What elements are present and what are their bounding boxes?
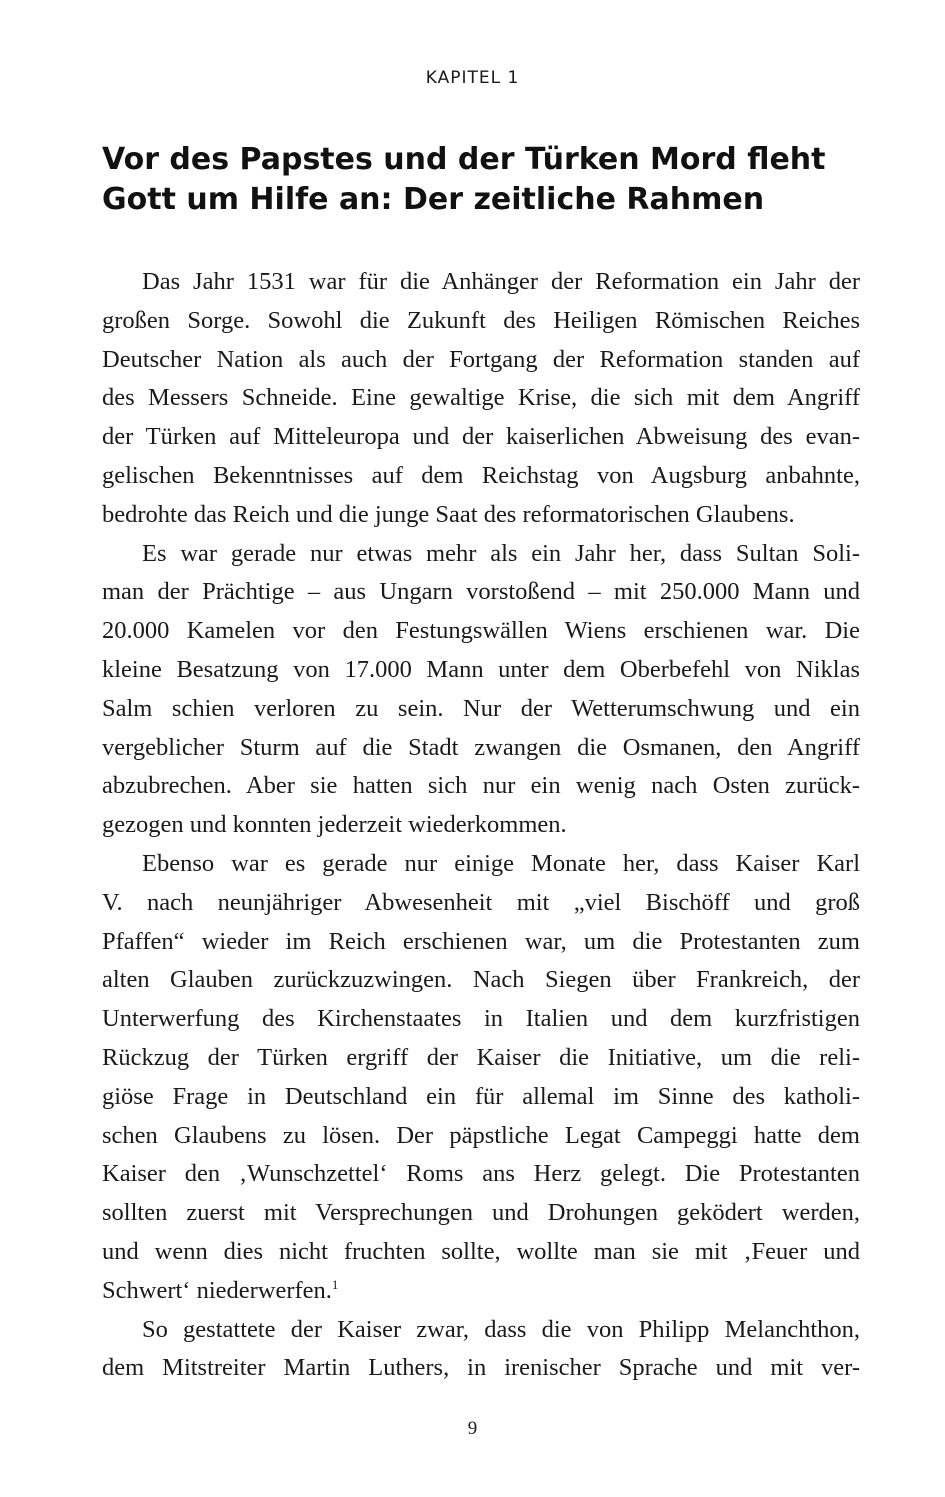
text-line: Rückzug der Türken ergriff der Kaiser die Initiative, um die reli- (102, 1043, 860, 1071)
text-line: V. nach neunjähriger Abwesenheit mit „viel Bischöff und groß (102, 888, 860, 916)
text-line: schen Glaubens zu lösen. Der päpstliche Legat Campeggi hatte dem (102, 1121, 860, 1149)
text-line: Unterwerfung des Kirchenstaates in Italien und dem kurzfristigen (102, 1005, 860, 1033)
text-line: gelischen Bekenntnisses auf dem Reichstag von Augsburg anbahnte, (102, 461, 860, 489)
text-line: alten Glauben zurückzuzwingen. Nach Siegen über Frankreich, der (102, 966, 860, 994)
text-line: sollten zuerst mit Versprechungen und Drohungen geködert werden, (102, 1199, 860, 1227)
text-line: gezogen und konnten jederzeit wiederkommen. (102, 811, 567, 839)
text-line: Ebenso war es gerade nur einige Monate her, dass Kaiser Karl (142, 849, 860, 877)
text-line: giöse Frage in Deutschland ein für allemal im Sinne des katholi- (102, 1082, 860, 1110)
text-line-with-footnote (102, 1272, 860, 1311)
text-line: 20.000 Kamelen vor den Festungswällen Wiens erschienen war. Die (102, 617, 860, 645)
chapter-title-line: Vor des Papstes und der Türken Mord fleht (102, 142, 826, 177)
text-line: bedrohte das Reich und die junge Saat des reformatorischen Glaubens. (102, 500, 795, 528)
page-number: 9 (467, 1418, 478, 1439)
text-line: Das Jahr 1531 war für die Anhänger der Reformation ein Jahr der (142, 268, 860, 295)
text-line: Es war gerade nur etwas mehr als ein Jahr her, dass Sultan Soli- (142, 539, 860, 567)
text-line: Pfaffen“ wieder im Reich erschienen war, um die Protestanten zum (102, 927, 860, 955)
text-line: großen Sorge. Sowohl die Zukunft des Heiligen Römischen Reiches (102, 306, 860, 334)
text-line: So gestattete der Kaiser zwar, dass die von Philipp Melanchthon, (142, 1315, 860, 1343)
text-line: man der Prächtige – aus Ungarn vorstoßend – mit 250.000 Mann und (102, 578, 860, 606)
text-line: Kaiser den ‚Wunschzettel‘ Roms ans Herz gelegt. Die Protestanten (102, 1160, 860, 1188)
text-line: dem Mitstreiter Martin Luthers, in irenischer Sprache und mit ver- (102, 1354, 860, 1382)
body-text (102, 263, 860, 1388)
text-line: Salm schien verloren zu sein. Nur der Wetterumschwung und ein (102, 694, 860, 722)
text-line: kleine Besatzung von 17.000 Mann unter dem Oberbefehl von Niklas (102, 655, 860, 683)
text-line: des Messers Schneide. Eine gewaltige Krise, die sich mit dem Angriff (102, 384, 860, 412)
text-line: und wenn dies nicht fruchten sollte, wollte man sie mit ‚Feuer und (102, 1237, 860, 1265)
text-line: vergeblicher Sturm auf die Stadt zwangen die Osmanen, den Angriff (102, 733, 860, 761)
text-line: Schwert‘ niederwerfen. (102, 1276, 332, 1304)
chapter-title (102, 140, 862, 220)
chapter-title-line: Gott um Hilfe an: Der zeitliche Rahmen (102, 182, 765, 217)
text-line: abzubrechen. Aber sie hatten sich nur ein wenig nach Osten zurück- (102, 772, 860, 800)
text-line: der Türken auf Mitteleuropa und der kaiserlichen Abweisung des evan- (102, 423, 860, 451)
footnote-marker[interactable]: 1 (331, 1276, 339, 1292)
text-line: Deutscher Nation als auch der Fortgang der Reformation standen auf (102, 345, 860, 373)
running-head: KAPITEL 1 (425, 68, 520, 88)
